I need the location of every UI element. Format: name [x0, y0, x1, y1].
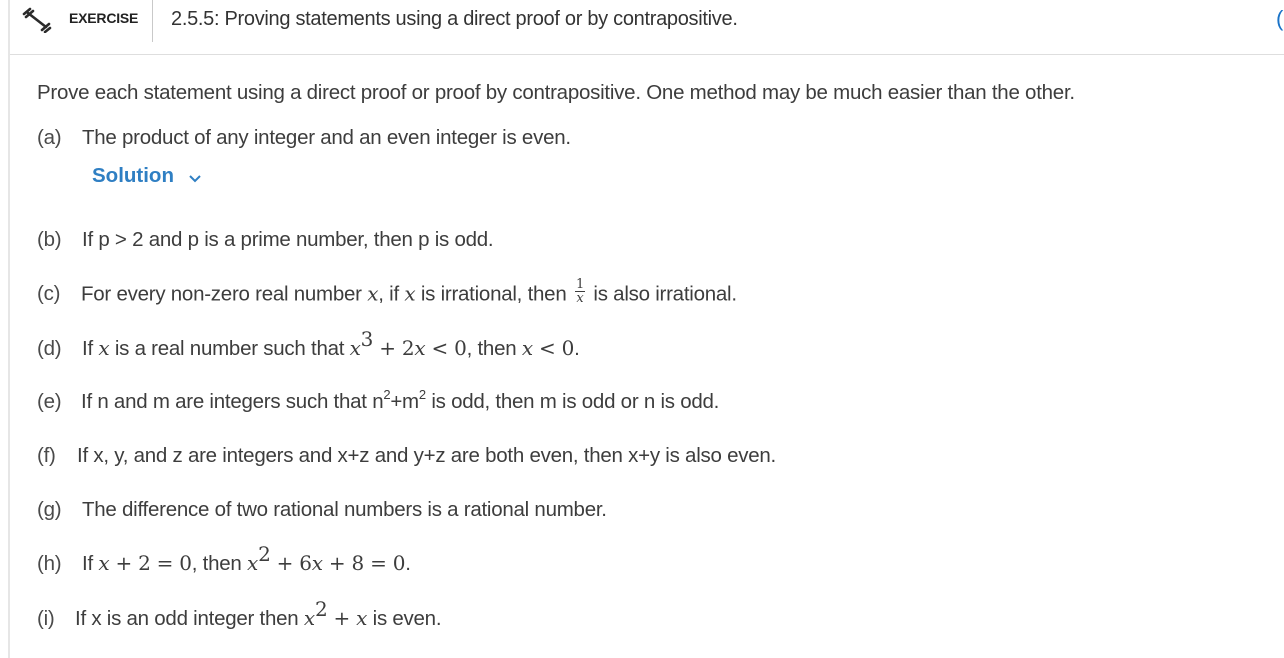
item-marker: (e) [37, 390, 62, 413]
list-item [37, 444, 776, 468]
chevron-down-icon [188, 168, 202, 182]
list-item [37, 498, 607, 522]
item-marker: (a) [37, 126, 62, 149]
list-item [37, 126, 571, 150]
exercise-header [10, 0, 1284, 55]
solution-label: Solution [92, 164, 174, 187]
item-text: The product of any integer and an even integer is even. [82, 126, 571, 149]
item-marker: (g) [37, 498, 62, 521]
item-marker: (i) [37, 607, 55, 630]
item-marker: (b) [37, 228, 62, 251]
fraction: $\frac{1}{x}$ [575, 277, 584, 306]
item-marker: (h) [37, 552, 62, 575]
solution-toggle[interactable] [92, 164, 202, 188]
collapse-button[interactable]: ( [1276, 6, 1284, 31]
list-item [37, 228, 493, 252]
item-text: If p > 2 and p is a prime number, then p is odd. [82, 228, 494, 251]
item-text: If x, y, and z are integers and x+z and y+z are both even, then x+y is also even. [77, 444, 777, 467]
item-marker: (d) [37, 337, 62, 360]
exercise-label: EXERCISE [69, 10, 139, 26]
header-divider [152, 0, 153, 42]
list-item: (c) For every non-zero real number x, if x is irrational, then $\frac{1}{x}$ is also irrational. [37, 277, 737, 306]
left-border [8, 0, 10, 658]
list-item: (d) If x is a real number such that $x^3 + 2x < 0$, then x < 0. [37, 327, 580, 360]
list-item: (h) If x + 2 = 0, then $x^2 + 6x + 8 = 0$. [37, 542, 411, 575]
item-marker: (c) [37, 282, 61, 306]
list-item: (e) If n and m are integers such that $n^2+m^2$ is odd, then m is odd or n is odd. [37, 387, 720, 413]
exercise-title: 2.5.5: Proving statements using a direct proof or by contrapositive. [171, 8, 738, 30]
item-text: The difference of two rational numbers is a rational number. [82, 498, 607, 521]
dumbbell-icon [22, 7, 52, 33]
list-item: (i) If x is an odd integer then $x^2 + x$ is even. [37, 597, 442, 630]
instructions: Prove each statement using a direct proof or proof by contrapositive. One method may be much easier than the other. [37, 81, 1075, 104]
item-marker: (f) [37, 444, 56, 467]
